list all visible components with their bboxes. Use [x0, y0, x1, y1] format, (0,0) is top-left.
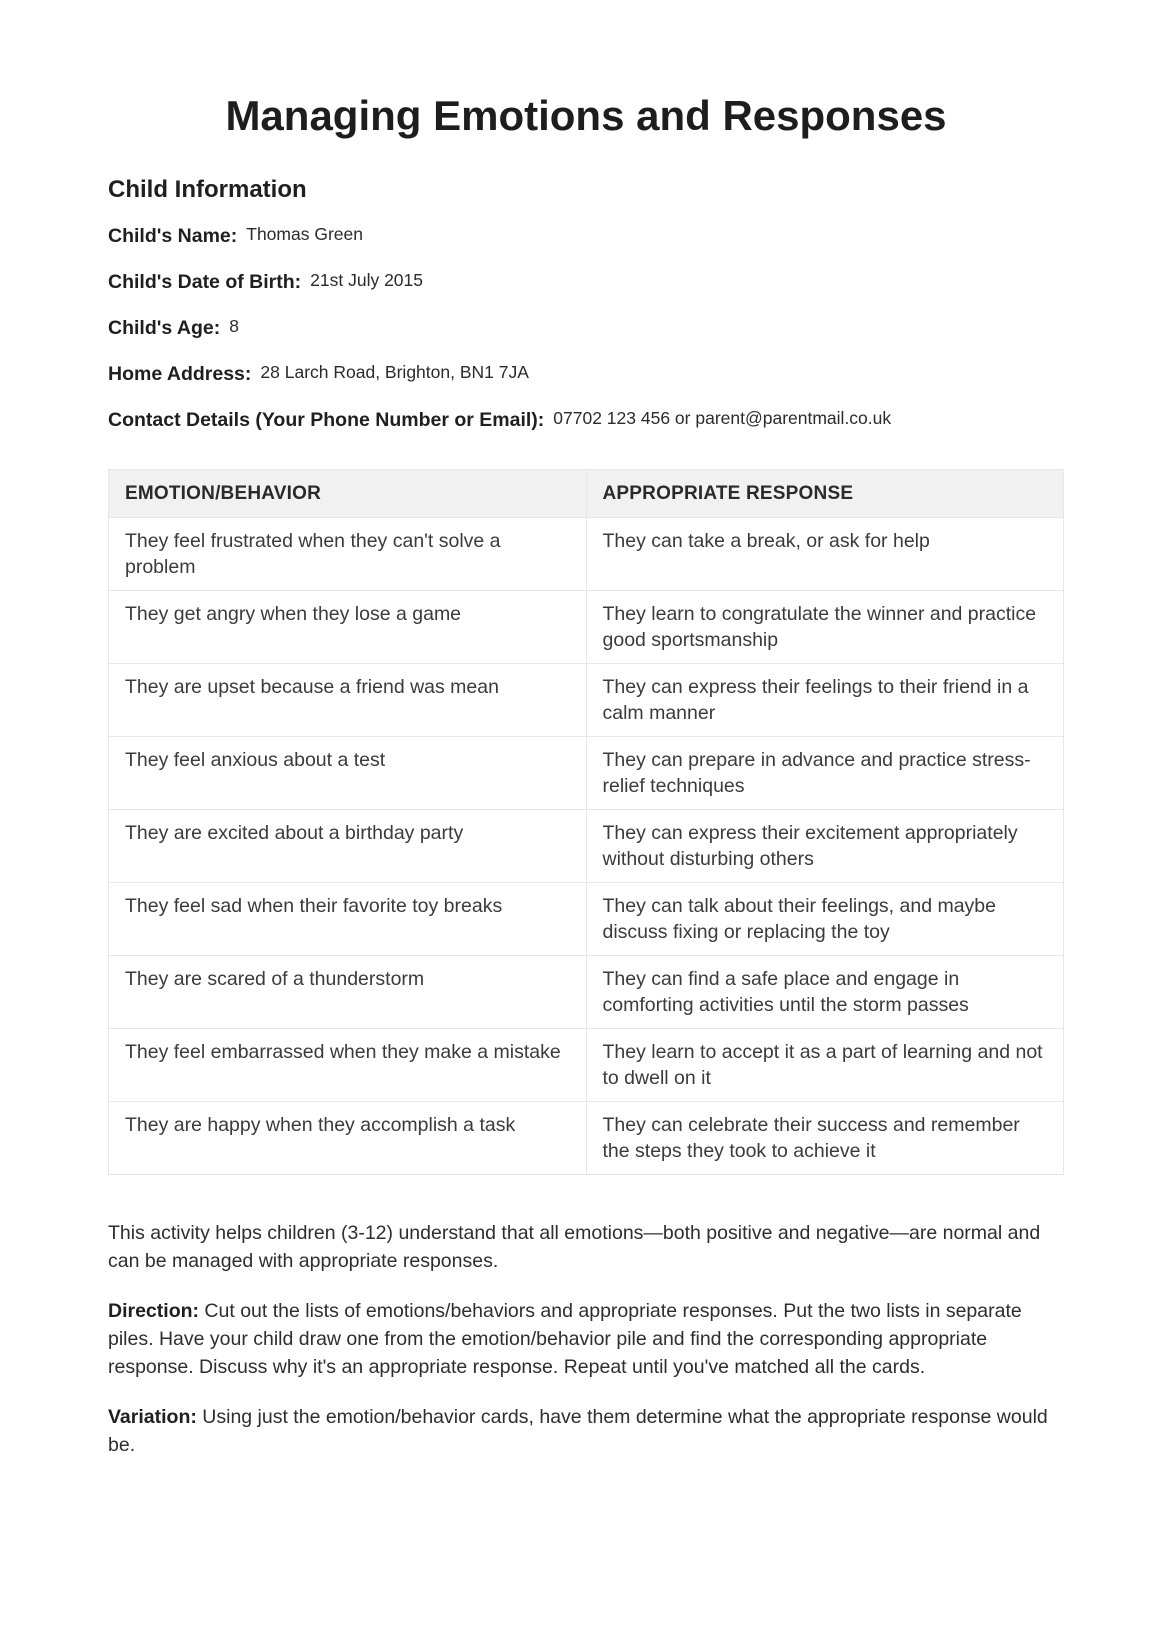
appropriate-response-column-header: APPROPRIATE RESPONSE — [586, 470, 1064, 518]
response-cell: They can prepare in advance and practice stress-relief techniques — [586, 737, 1064, 810]
table-row — [109, 1102, 1064, 1175]
emotion-response-table — [108, 469, 1064, 1175]
table-header — [109, 470, 1064, 518]
emotion-cell: They are scared of a thunderstorm — [109, 956, 587, 1029]
direction-label: Direction: — [108, 1300, 200, 1322]
field-contact-details — [108, 408, 1064, 434]
table-row — [109, 737, 1064, 810]
response-cell: They can talk about their feelings, and maybe discuss fixing or replacing the toy — [586, 883, 1064, 956]
childs-dob-value: 21st July 2015 — [310, 270, 423, 290]
table-row — [109, 956, 1064, 1029]
response-cell: They learn to accept it as a part of learning and not to dwell on it — [586, 1029, 1064, 1102]
child-information-heading: Child Information — [108, 176, 307, 203]
emotion-cell: They are happy when they accomplish a task — [109, 1102, 587, 1175]
direction-paragraph — [108, 1297, 1064, 1381]
childs-name-label: Child's Name: — [108, 225, 238, 247]
contact-details-value: 07702 123 456 or parent@parentmail.co.uk — [553, 408, 892, 428]
table-row — [109, 664, 1064, 737]
activity-description: This activity helps children (3-12) understand that all emotions—both positive and negative—are normal and can be managed with appropriate responses. — [108, 1222, 1041, 1272]
response-cell: They can find a safe place and engage in comforting activities until the storm passes — [586, 956, 1064, 1029]
variation-paragraph — [108, 1403, 1064, 1459]
emotion-cell: They are excited about a birthday party — [109, 810, 587, 883]
emotion-cell: They feel frustrated when they can't solve a problem — [109, 518, 587, 591]
field-childs-name — [108, 224, 1064, 250]
field-home-address — [108, 362, 1064, 388]
contact-details-label: Contact Details (Your Phone Number or Email): — [108, 409, 545, 431]
home-address-value: 28 Larch Road, Brighton, BN1 7JA — [260, 362, 529, 382]
table-row — [109, 518, 1064, 591]
table-row — [109, 591, 1064, 664]
variation-label: Variation: — [108, 1406, 197, 1428]
direction-text: Cut out the lists of emotions/behaviors and appropriate responses. Put the two lists in separate piles. Have your child draw one from the emotion/behavior pile and find the corresponding appropriate response. Discuss why it's an appropriate response. Repeat until you've matched all the cards. — [108, 1300, 1022, 1378]
response-cell: They learn to congratulate the winner and practice good sportsmanship — [586, 591, 1064, 664]
response-cell: They can express their feelings to their friend in a calm manner — [586, 664, 1064, 737]
variation-text: Using just the emotion/behavior cards, have them determine what the appropriate response would be. — [108, 1406, 1048, 1456]
table-header-row — [109, 470, 1064, 518]
table-row — [109, 810, 1064, 883]
field-childs-age — [108, 316, 1064, 342]
emotion-cell: They feel sad when their favorite toy breaks — [109, 883, 587, 956]
response-cell: They can take a break, or ask for help — [586, 518, 1064, 591]
emotion-cell: They get angry when they lose a game — [109, 591, 587, 664]
childs-dob-label: Child's Date of Birth: — [108, 271, 302, 293]
childs-age-label: Child's Age: — [108, 317, 221, 339]
childs-age-value: 8 — [229, 316, 239, 336]
page-title: Managing Emotions and Responses — [225, 92, 947, 139]
emotion-cell: They are upset because a friend was mean — [109, 664, 587, 737]
field-childs-dob — [108, 270, 1064, 296]
table-body — [109, 518, 1064, 1175]
emotion-behavior-column-header: EMOTION/BEHAVIOR — [109, 470, 587, 518]
emotion-cell: They feel anxious about a test — [109, 737, 587, 810]
table-row — [109, 883, 1064, 956]
childs-name-value: Thomas Green — [246, 224, 363, 244]
table-row — [109, 1029, 1064, 1102]
emotion-cell: They feel embarrassed when they make a mistake — [109, 1029, 587, 1102]
home-address-label: Home Address: — [108, 363, 252, 385]
response-cell: They can express their excitement appropriately without disturbing others — [586, 810, 1064, 883]
response-cell: They can celebrate their success and remember the steps they took to achieve it — [586, 1102, 1064, 1175]
